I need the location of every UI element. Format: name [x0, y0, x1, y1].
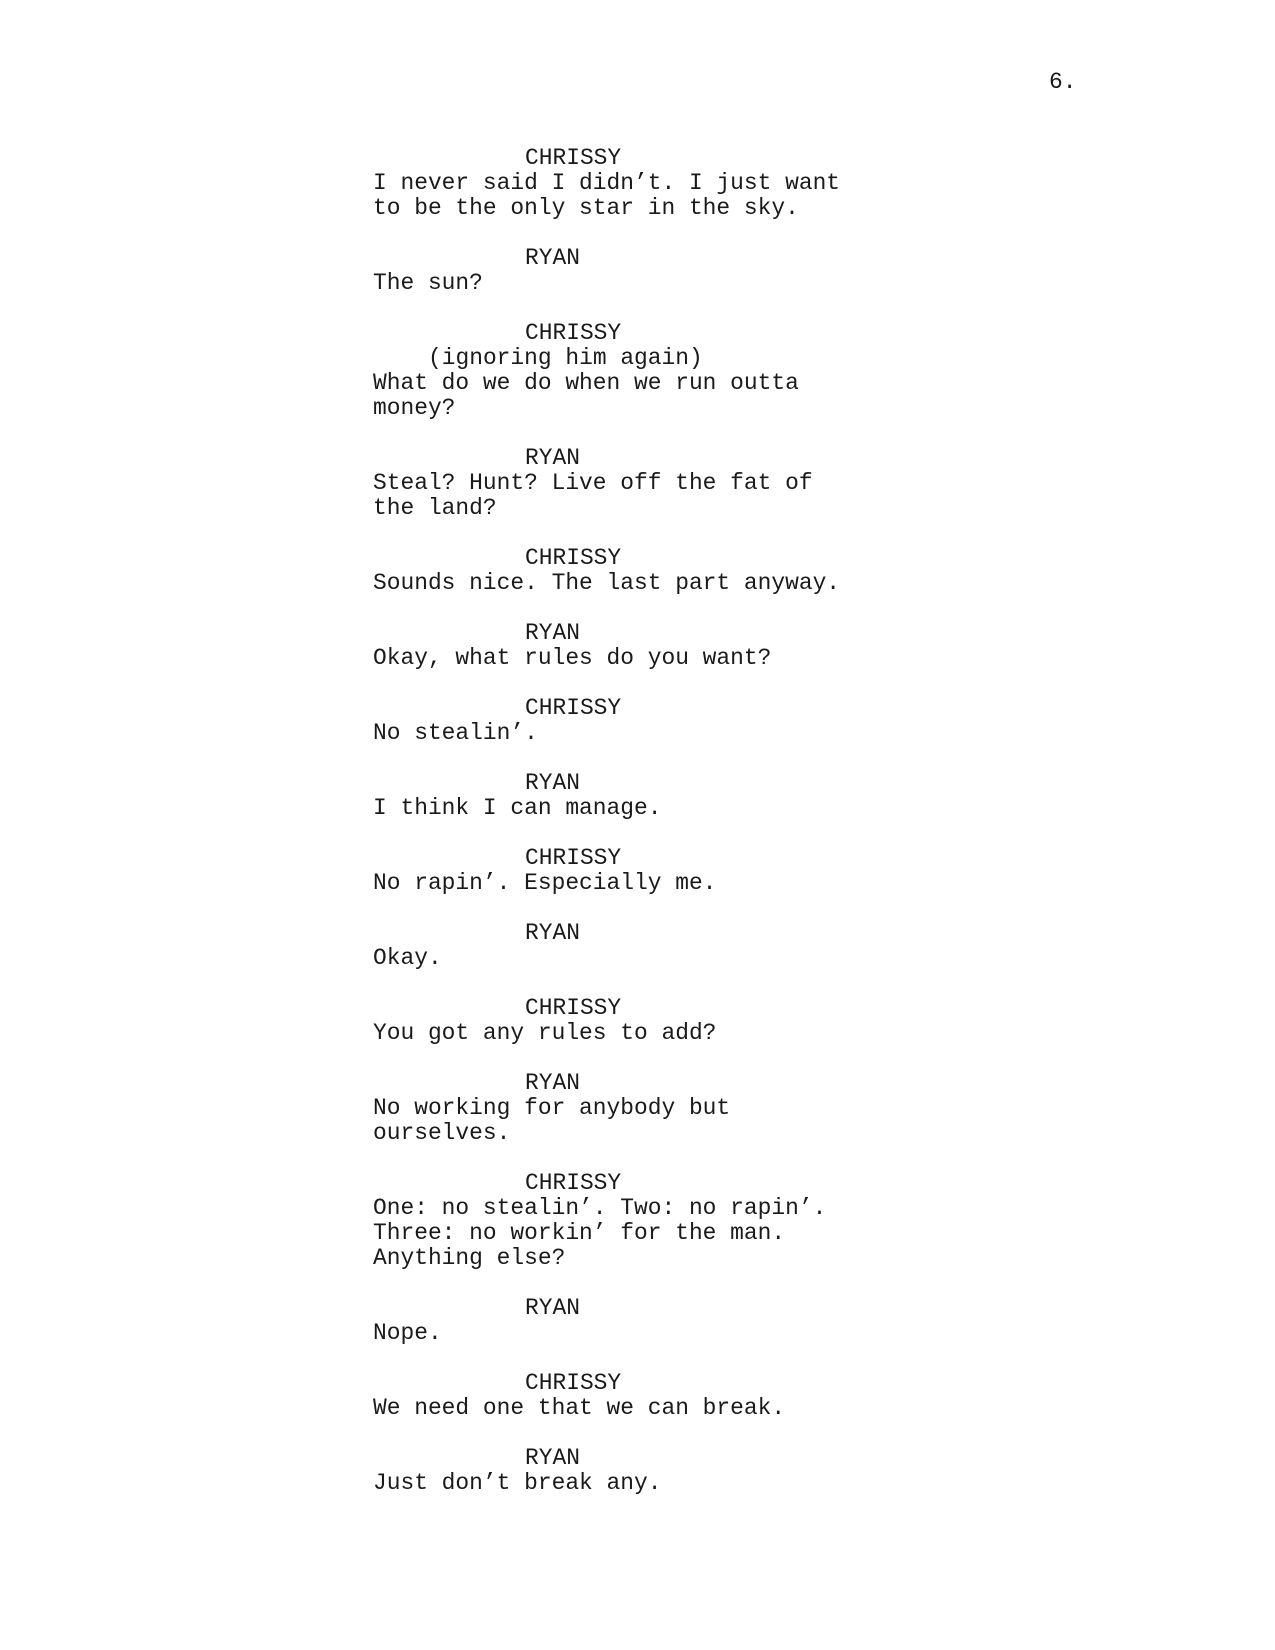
- dialogue-block: [373, 246, 993, 296]
- dialogue-line: I think I can manage.: [373, 795, 662, 821]
- dialogue-line: No stealin’.: [373, 720, 538, 746]
- dialogue-block: [373, 321, 993, 421]
- character-name: CHRISSY: [525, 320, 622, 346]
- dialogue-block: [373, 546, 993, 596]
- dialogue-line: You got any rules to add?: [373, 1020, 717, 1046]
- character-name: CHRISSY: [525, 545, 622, 571]
- dialogue-block: [373, 1296, 993, 1346]
- page-number: 6.: [1049, 69, 1077, 95]
- character-name: CHRISSY: [525, 145, 622, 171]
- parenthetical: (ignoring him again): [428, 345, 703, 371]
- character-name: RYAN: [525, 1295, 580, 1321]
- dialogue-line: One: no stealin’. Two: no rapin’.: [373, 1195, 827, 1221]
- dialogue-line: Three: no workin’ for the man.: [373, 1220, 786, 1246]
- character-name: RYAN: [525, 445, 580, 471]
- character-name: CHRISSY: [525, 1370, 622, 1396]
- dialogue-line: money?: [373, 395, 456, 421]
- dialogue-line: No working for anybody but: [373, 1095, 731, 1121]
- dialogue-line: Sounds nice. The last part anyway.: [373, 570, 841, 596]
- character-name: CHRISSY: [525, 695, 622, 721]
- dialogue-line: The sun?: [373, 270, 483, 296]
- dialogue-line: Anything else?: [373, 1245, 566, 1271]
- character-name: CHRISSY: [525, 995, 622, 1021]
- dialogue-block: [373, 446, 993, 521]
- character-name: CHRISSY: [525, 845, 622, 871]
- dialogue-line: the land?: [373, 495, 497, 521]
- dialogue-block: [373, 771, 993, 821]
- dialogue-block: [373, 1446, 993, 1496]
- dialogue-block: [373, 996, 993, 1046]
- dialogue-block: [373, 696, 993, 746]
- character-name: RYAN: [525, 920, 580, 946]
- dialogue-line: We need one that we can break.: [373, 1395, 786, 1421]
- dialogue-line: Nope.: [373, 1320, 442, 1346]
- dialogue-block: [373, 146, 993, 221]
- screenplay-dialogue: [373, 146, 993, 1521]
- dialogue-block: [373, 846, 993, 896]
- dialogue-block: [373, 1371, 993, 1421]
- dialogue-block: [373, 621, 993, 671]
- dialogue-block: [373, 921, 993, 971]
- dialogue-line: ourselves.: [373, 1120, 511, 1146]
- dialogue-line: Steal? Hunt? Live off the fat of: [373, 470, 813, 496]
- dialogue-line: to be the only star in the sky.: [373, 195, 799, 221]
- character-name: RYAN: [525, 620, 580, 646]
- character-name: RYAN: [525, 1445, 580, 1471]
- dialogue-line: I never said I didn’t. I just want: [373, 170, 841, 196]
- dialogue-block: [373, 1071, 993, 1146]
- dialogue-line: Okay, what rules do you want?: [373, 645, 772, 671]
- character-name: CHRISSY: [525, 1170, 622, 1196]
- character-name: RYAN: [525, 770, 580, 796]
- dialogue-line: Just don’t break any.: [373, 1470, 662, 1496]
- dialogue-line: No rapin’. Especially me.: [373, 870, 717, 896]
- dialogue-line: What do we do when we run outta: [373, 370, 799, 396]
- character-name: RYAN: [525, 245, 580, 271]
- dialogue-block: [373, 1171, 993, 1271]
- dialogue-line: Okay.: [373, 945, 442, 971]
- character-name: RYAN: [525, 1070, 580, 1096]
